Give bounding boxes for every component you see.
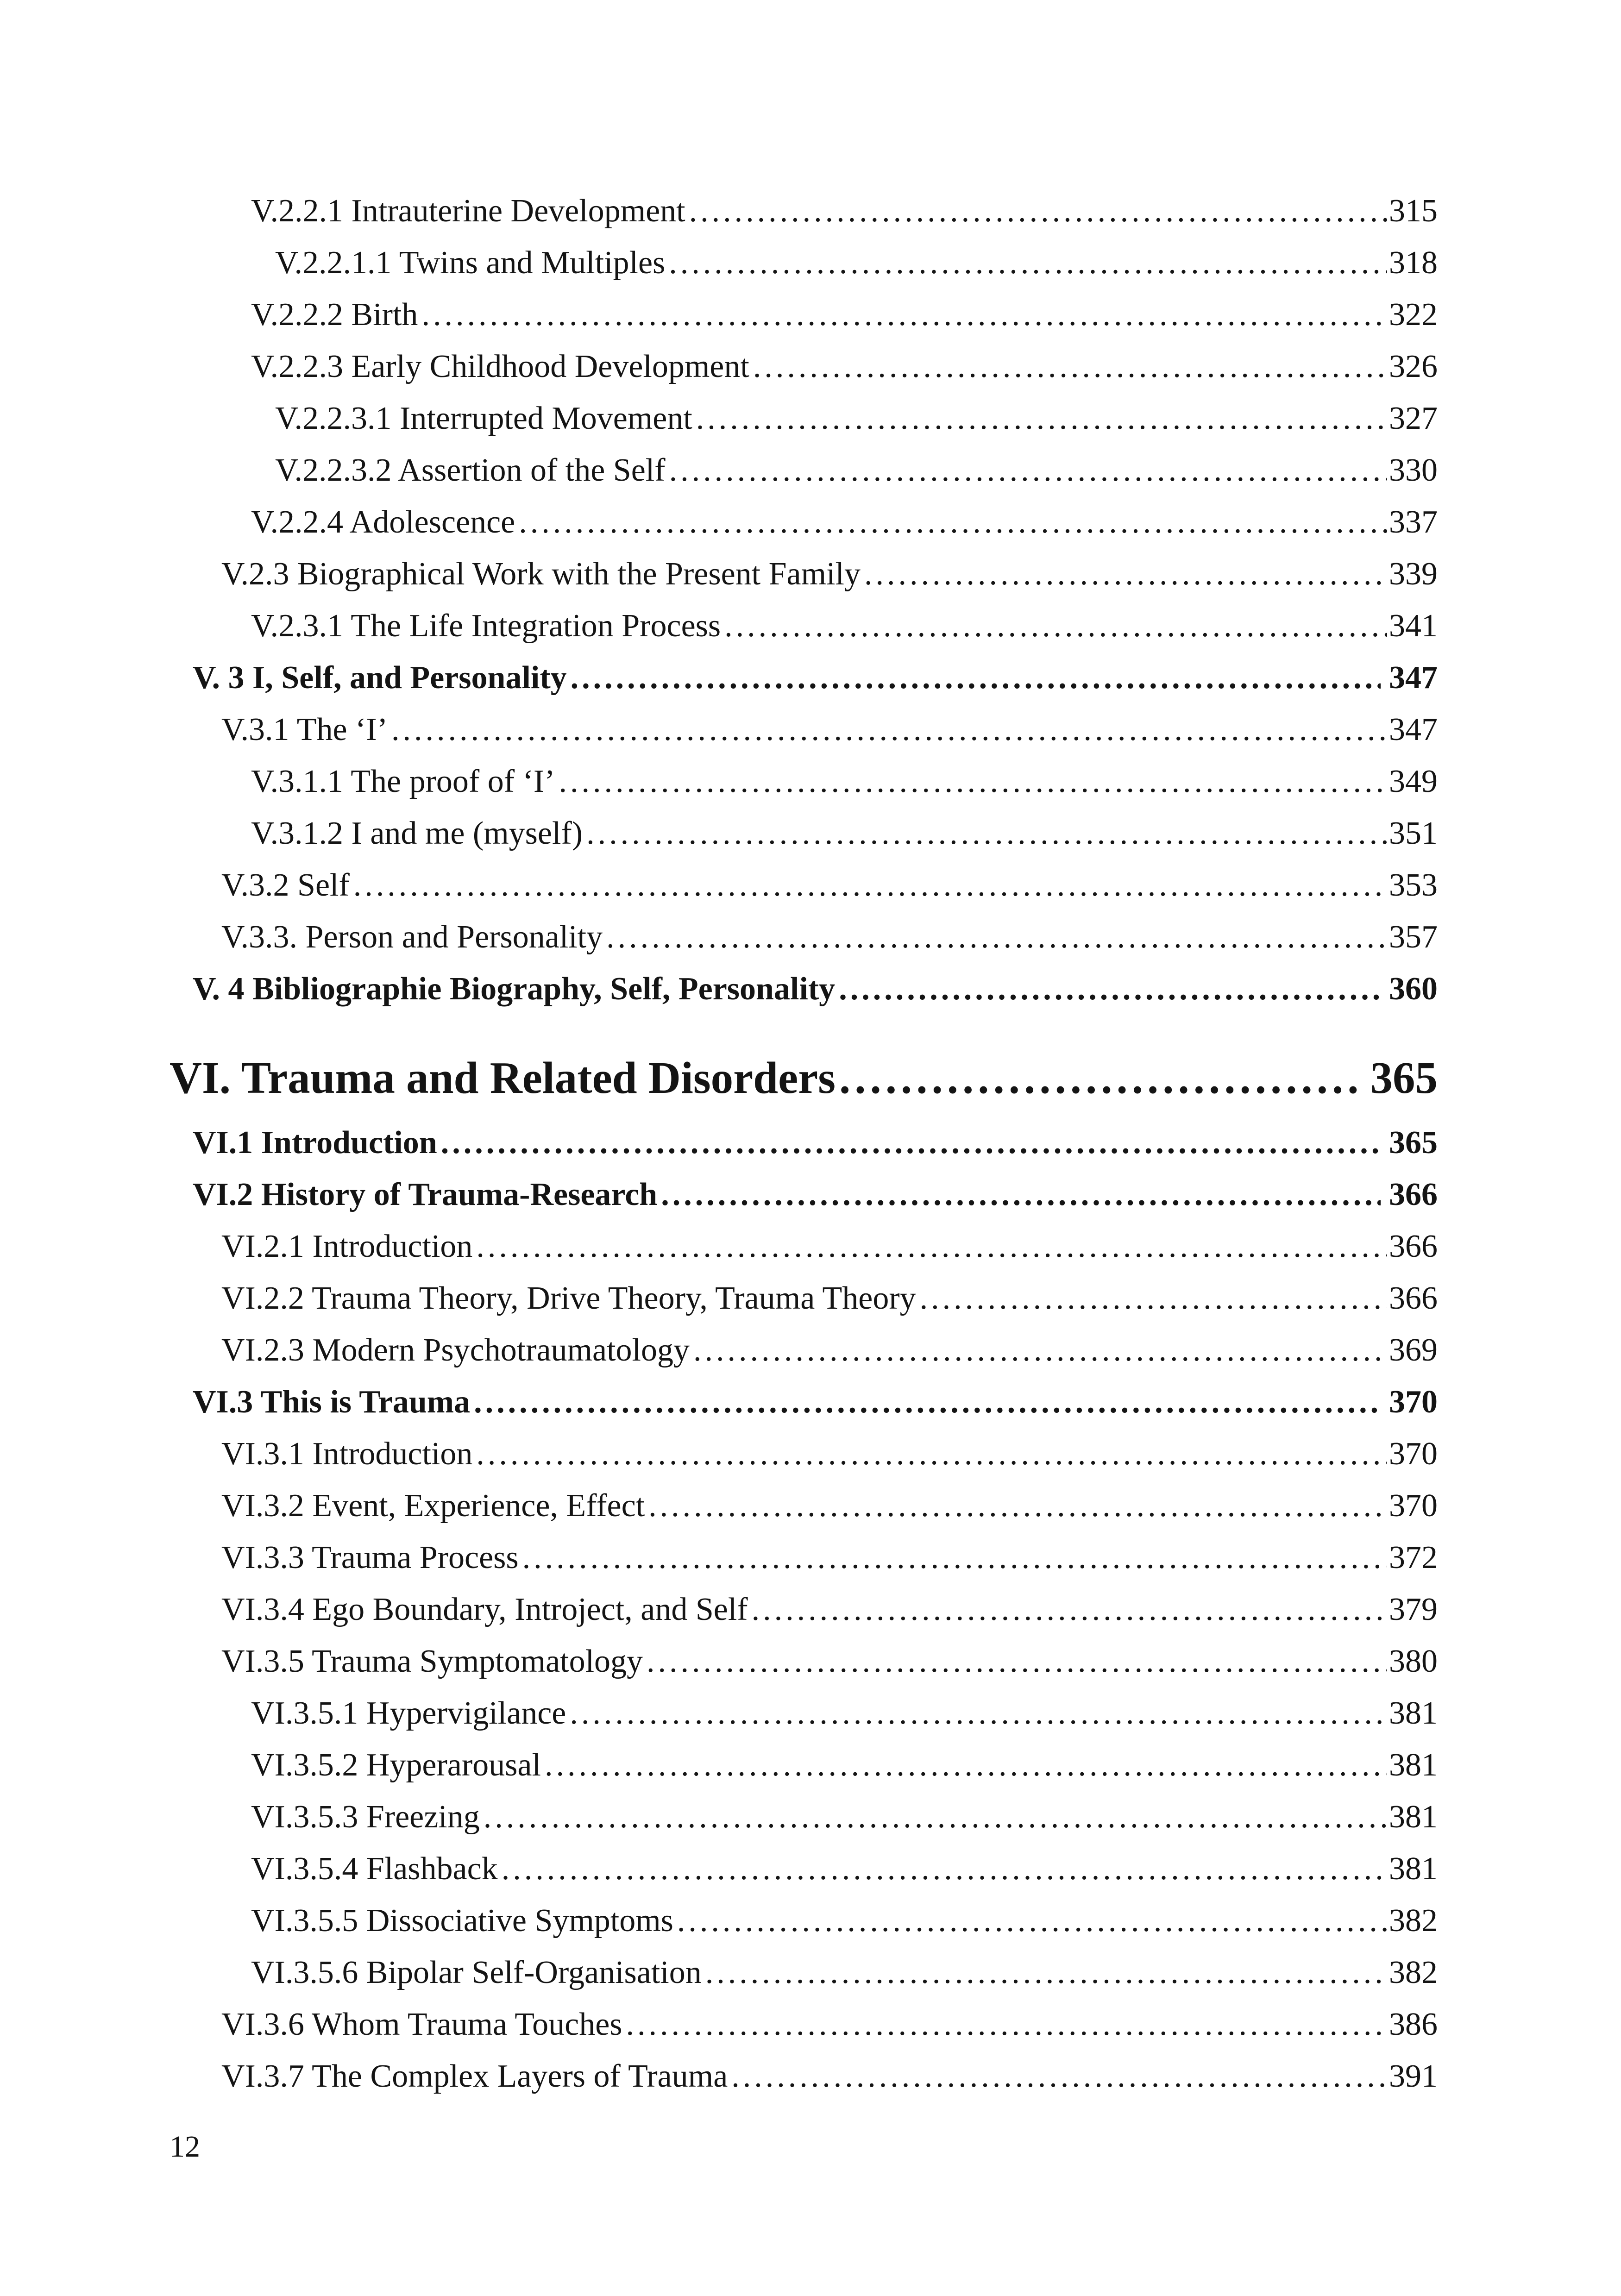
dot-leader [669,237,1387,289]
toc-entry-label: VI. Trauma and Related Disorders [170,1053,836,1103]
dot-leader [864,548,1387,600]
toc-entry-page: 318 [1389,245,1438,281]
toc-entry-page: 370 [1389,1384,1438,1420]
toc-entry-page: 370 [1389,1488,1438,1524]
toc-entry-page: 365 [1389,1125,1438,1161]
toc-entry [170,237,1438,289]
toc-entry [170,1480,1438,1532]
dot-leader [669,445,1387,496]
toc-entry-label: VI.3.7 The Complex Layers of Trauma [221,2058,728,2094]
toc-entry [170,859,1438,911]
toc-entry-label: VI.3 This is Trauma [193,1384,471,1420]
page-number: 12 [170,2130,200,2164]
toc-entry-page: 372 [1389,1540,1438,1575]
toc-entry-label: V.2.3.1 The Life Integration Process [251,608,721,644]
toc-entry-label: VI.2.1 Introduction [221,1229,473,1264]
toc-entry-page: 357 [1389,919,1438,955]
toc-entry-page: 369 [1389,1332,1438,1368]
dot-leader [571,652,1381,704]
toc-entry-label: VI.3.5 Trauma Symptomatology [221,1644,643,1679]
toc-entry-page: 380 [1389,1644,1438,1679]
toc-entry-page: 315 [1389,193,1438,229]
toc-entry-label: VI.3.5.1 Hypervigilance [251,1695,566,1731]
toc-entry-page: 370 [1389,1436,1438,1472]
dot-leader [502,1843,1387,1895]
toc-entry [170,1376,1438,1428]
toc-entry [170,496,1438,548]
toc-entry-label: VI.2.2 Trauma Theory, Drive Theory, Trauma Theory [221,1280,916,1316]
toc-entry [170,1999,1438,2051]
toc-entry-label: VI.1 Introduction [193,1125,437,1161]
toc-entry-page: 360 [1389,971,1438,1007]
dot-leader [920,1273,1387,1324]
toc-entry-label: V.2.2.4 Adolescence [251,504,515,540]
toc-entry [170,1046,1438,1110]
toc-entry [170,1895,1438,1947]
toc-entry [170,1739,1438,1791]
toc-entry [170,341,1438,393]
toc-entry-label: V.2.2.1 Intrauterine Development [251,193,685,229]
dot-leader [696,393,1387,445]
dot-leader [545,1739,1387,1791]
toc-entry-page: 341 [1389,608,1438,644]
toc-entry-label: VI.3.5.6 Bipolar Self-Organisation [251,1955,702,1990]
toc-entry [170,808,1438,859]
dot-leader [647,1636,1387,1687]
toc-entry [170,1221,1438,1273]
toc-entry-label: V.3.3. Person and Personality [221,919,603,955]
toc-entry [170,652,1438,704]
dot-leader [519,496,1387,548]
toc-entry [170,1947,1438,1999]
toc-entry-label: VI.2 History of Trauma-Research [193,1177,658,1212]
dot-leader [476,1221,1387,1273]
toc-entry-page: 381 [1389,1851,1438,1887]
toc-entry-label: V. 3 I, Self, and Personality [193,660,567,696]
toc-entry [170,1532,1438,1584]
toc-entry-page: 391 [1389,2058,1438,2094]
dot-leader [353,859,1387,911]
toc-entry-page: 349 [1389,764,1438,799]
toc-entry-page: 381 [1389,1747,1438,1783]
dot-leader [724,600,1387,652]
toc-entry [170,1843,1438,1895]
toc-entry-label: VI.2.3 Modern Psychotraumatology [221,1332,690,1368]
toc-entry [170,185,1438,237]
toc-entry-label: V.2.2.3.2 Assertion of the Self [275,452,666,488]
toc-entry-label: V.3.2 Self [221,867,350,903]
toc-entry-label: V.3.1.2 I and me (myself) [251,816,583,851]
toc-entry [170,393,1438,445]
toc-entry-label: V.2.2.3 Early Childhood Development [251,349,749,384]
toc-entry-page: 366 [1389,1229,1438,1264]
dot-leader [391,704,1387,756]
dot-leader [559,756,1387,808]
toc-entry [170,963,1438,1015]
toc-entry-page: 381 [1389,1799,1438,1835]
toc-entry-label: VI.3.2 Event, Experience, Effect [221,1488,645,1524]
toc-entry-page: 347 [1389,660,1438,696]
dot-leader [570,1687,1387,1739]
dot-leader [626,1999,1387,2051]
toc-entry [170,2051,1438,2102]
dot-leader [705,1947,1387,1999]
toc-entry-page: 326 [1389,349,1438,384]
toc-list [170,185,1438,2102]
toc-entry [170,1584,1438,1636]
toc-entry-label: VI.3.5.5 Dissociative Symptoms [251,1903,673,1938]
toc-entry-page: 351 [1389,816,1438,851]
toc-entry-label: VI.3.4 Ego Boundary, Introject, and Self [221,1592,748,1627]
dot-leader [752,1584,1387,1636]
dot-leader [421,289,1387,341]
toc-entry-page: 382 [1389,1955,1438,1990]
toc-entry-page: 339 [1389,556,1438,592]
toc-entry-label: V. 4 Bibliographie Biography, Self, Personality [193,971,836,1007]
toc-entry-label: VI.3.6 Whom Trauma Touches [221,2007,622,2042]
toc-entry [170,1117,1438,1169]
toc-entry-page: 381 [1389,1695,1438,1731]
toc-entry-page: 366 [1389,1280,1438,1316]
toc-entry-page: 353 [1389,867,1438,903]
toc-entry-label: V.3.1 The ‘I’ [221,712,388,747]
dot-leader [586,808,1387,859]
toc-entry [170,704,1438,756]
toc-entry [170,1324,1438,1376]
dot-leader [839,963,1381,1015]
dot-leader [522,1532,1387,1584]
toc-entry [170,1687,1438,1739]
toc-entry-page: 366 [1389,1177,1438,1212]
toc-entry-label: VI.3.5.2 Hyperarousal [251,1747,541,1783]
toc-entry [170,445,1438,496]
toc-entry [170,1273,1438,1324]
toc-entry-page: 337 [1389,504,1438,540]
dot-leader [731,2051,1387,2102]
dot-leader [693,1324,1387,1376]
dot-leader [839,1046,1362,1110]
dot-leader [474,1376,1381,1428]
toc-entry [170,600,1438,652]
dot-leader [441,1117,1381,1169]
toc-entry-page: 322 [1389,297,1438,332]
toc-entry [170,548,1438,600]
toc-entry [170,1169,1438,1221]
toc-entry-label: V.2.2.1.1 Twins and Multiples [275,245,666,281]
toc-entry-label: V.3.1.1 The proof of ‘I’ [251,764,555,799]
toc-entry-page: 327 [1389,401,1438,436]
toc-entry-page: 365 [1370,1053,1438,1103]
toc-entry-label: V.2.2.3.1 Interrupted Movement [275,401,692,436]
dot-leader [753,341,1387,393]
toc-entry-page: 379 [1389,1592,1438,1627]
dot-leader [661,1169,1381,1221]
toc-entry-page: 330 [1389,452,1438,488]
dot-leader [689,185,1387,237]
dot-leader [484,1791,1387,1843]
toc-entry-label: V.2.2.2 Birth [251,297,418,332]
toc-entry-label: VI.3.1 Introduction [221,1436,473,1472]
toc-entry [170,289,1438,341]
dot-leader [476,1428,1387,1480]
dot-leader [677,1895,1387,1947]
dot-leader [606,911,1387,963]
toc-entry-page: 382 [1389,1903,1438,1938]
dot-leader [648,1480,1387,1532]
toc-entry [170,756,1438,808]
toc-entry [170,911,1438,963]
toc-entry [170,1636,1438,1687]
toc-entry [170,1428,1438,1480]
toc-entry-page: 347 [1389,712,1438,747]
toc-entry-label: V.2.3 Biographical Work with the Present Family [221,556,861,592]
toc-entry-page: 386 [1389,2007,1438,2042]
toc-entry-label: VI.3.5.4 Flashback [251,1851,498,1887]
toc-entry-label: VI.3.5.3 Freezing [251,1799,480,1835]
toc-entry-label: VI.3.3 Trauma Process [221,1540,519,1575]
toc-entry [170,1791,1438,1843]
